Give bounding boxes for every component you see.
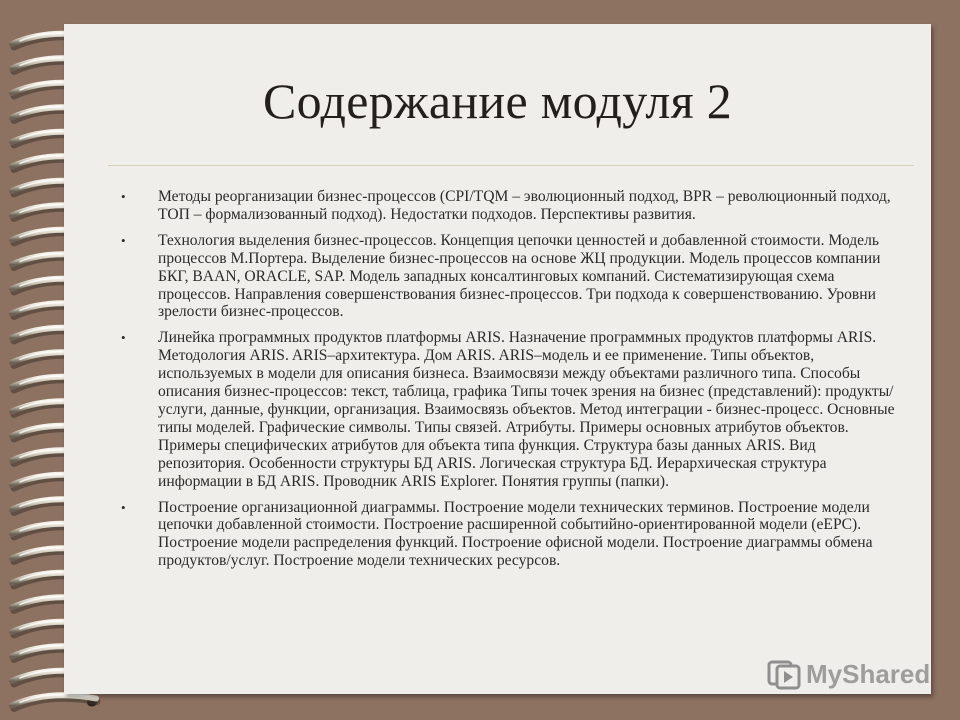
bullet-marker: • [121, 499, 126, 515]
spiral-coil [12, 695, 97, 709]
list-item-text: Методы реорганизации бизнес-процессов (CPI/TQM – эволюционный подход, BPR – революционный подход, ТОП – формализованный подход). Недостатки подходов. Перспективы развития. [158, 188, 891, 223]
bullet-marker: • [121, 330, 126, 346]
list-item [118, 329, 903, 490]
bullet-marker: • [121, 232, 126, 248]
myshared-logo-icon [766, 656, 802, 692]
bullet-list [118, 188, 903, 578]
watermark-text: MyShared [806, 658, 931, 689]
watermark [766, 655, 930, 693]
list-item [118, 232, 903, 322]
list-item-text: Технология выделения бизнес-процессов. Концепция цепочки ценностей и добавленной стоимости. Модель процессов М.Портера. Выделение бизнес-процессов на основе ЖЦ продукции. Модель процессов компании БКГ, BAAN, ORACLE, SAP. Модель западных консалтинговых компаний. Систематизирующая схема процессов. Направления совершенствования бизнес-процессов. Три подхода к совершенствованию. Уровни зрелости бизнес-процессов. [158, 231, 881, 321]
title-divider [108, 165, 914, 166]
slide-title: Содержание модуля 2 [262, 73, 733, 129]
list-item [118, 499, 903, 571]
bullet-marker: • [121, 189, 126, 204]
list-item-text: Построение организационной диаграммы. Построение модели технических терминов. Построение модели цепочки добавленной стоимости. Построение расширенной событийно-ориентированной модели (еЕPC). Построение модели распределения функций. Построение офисной модели. Построение диаграммы обмена продуктов/услуг. Построение модели технических ресурсов. [158, 498, 873, 570]
list-item [118, 188, 903, 224]
list-item-text: Линейка программных продуктов платформы ARIS. Назначение программных продуктов платформы ARIS. Методология ARIS. ARIS–архитектура. Дом ARIS. ARIS–модель и ее применение. Типы объектов, используемых в модели для описания бизнеса. Взаимосвязи между объектами различного типа. Способы описания бизнес-процессов: текст, таблица, графика Типы точек зрения на бизнес (представлений): продукты/услуги, данные, функции, организация. Взаимосвязь объектов. Метод интеграции - бизнес-процесс. Основные типы моделей. Графические символы. Типы связей. Атрибуты. Примеры основных атрибутов объектов. Примеры специфических атрибутов для объекта типа функция. Структура базы данных ARIS. Вид репозитория. Особенности структуры БД ARIS. Логическая структура БД. Иерархическая структура информации в БД ARIS. Проводник ARIS Explorer. Понятия группы (папки). [158, 329, 895, 490]
